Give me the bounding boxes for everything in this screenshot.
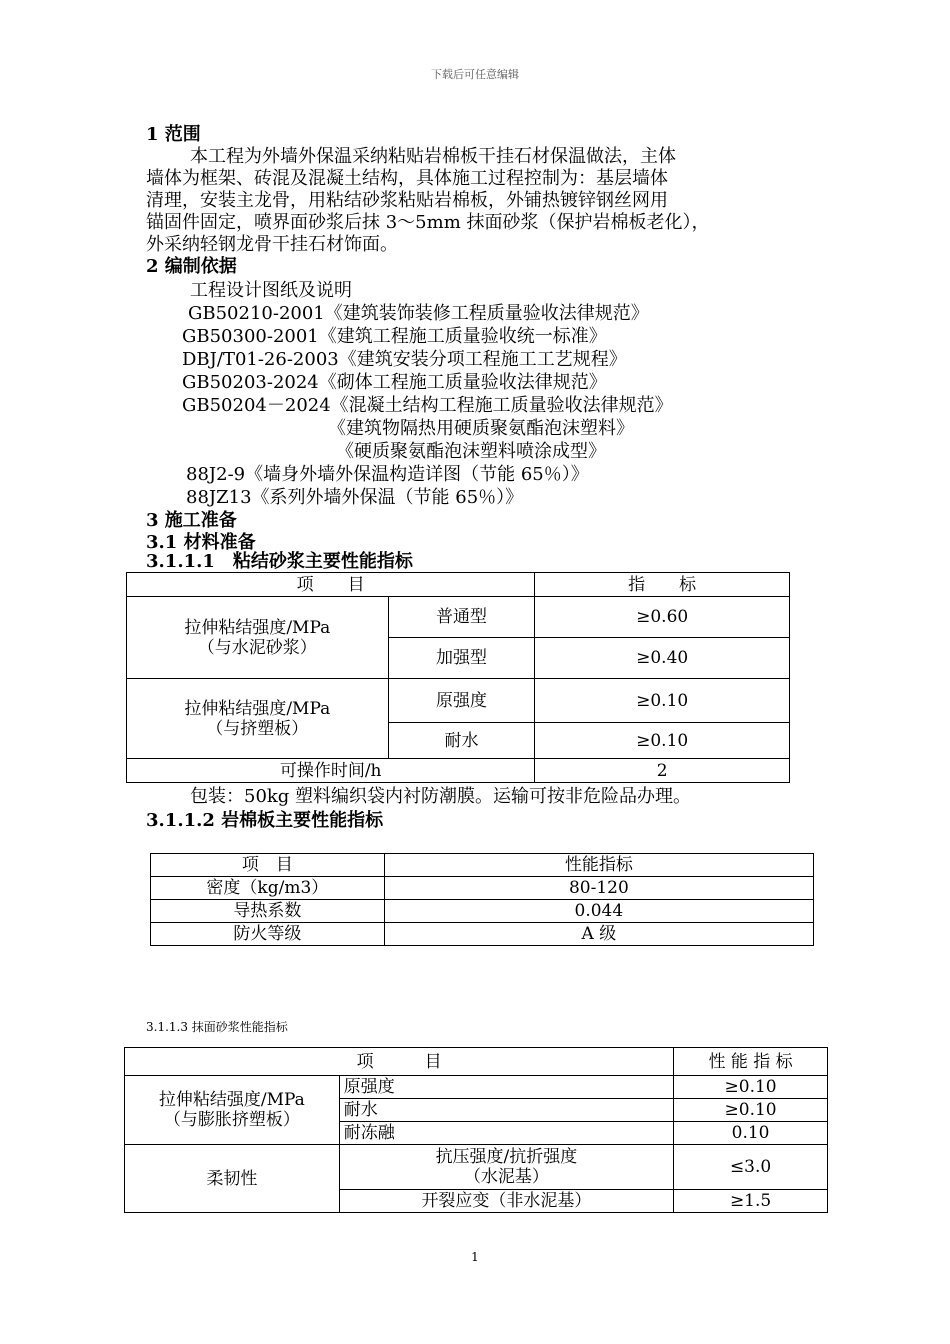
subsection-3-1-title: 3.1 材料准备 (146, 532, 256, 553)
table-row (151, 900, 814, 923)
sub-item-cell: 抗压强度/抗折强度 （水泥基） (339, 1145, 673, 1190)
table-row (127, 679, 790, 723)
value-cell: ≥1.5 (674, 1190, 828, 1213)
page-number: 1 (471, 1250, 479, 1264)
group-label: 拉伸粘结强度/MPa （与膨胀挤塑板） (125, 1076, 340, 1145)
paragraph-line: 墙体为框架、砖混及混凝土结构，具体施工过程控制为：基层墙体 (146, 168, 668, 189)
table-header-row (125, 1048, 828, 1076)
value-cell: 0.044 (384, 900, 813, 923)
table-header-row (151, 854, 814, 877)
value-cell: 2 (535, 759, 790, 783)
value-cell: ≥0.10 (674, 1099, 828, 1122)
table-1-title: 3.1.1.1 粘结砂浆主要性能指标 (146, 551, 413, 572)
value-cell: 80-120 (384, 877, 813, 900)
reference-item: GB50204－2024《混凝土结构工程施工质量验收法律规范》 (182, 395, 673, 416)
reference-item: GB50300-2001《建筑工程施工质量验收统一标准》 (182, 326, 607, 347)
table-row (125, 1076, 828, 1099)
type-cell: 耐水 (388, 723, 535, 759)
table-row (127, 759, 790, 783)
sub-item-cell: 原强度 (339, 1076, 673, 1099)
paragraph-line: 锚固件固定，喷界面砂浆后抹 3～5mm 抹面砂浆（保护岩棉板老化）， (146, 212, 710, 233)
value-cell: A 级 (384, 923, 813, 946)
reference-item: 88J2-9《墙身外墙外保温构造详图（节能 65％）》 (186, 464, 589, 485)
section-1-title: 1 范围 (146, 124, 201, 145)
group-label: 拉伸粘结强度/MPa （与水泥砂浆） (127, 597, 389, 679)
reference-item: GB50203-2024《砌体工程施工质量验收法律规范》 (182, 372, 607, 393)
paragraph-line: 外采纳轻钢龙骨干挂石材饰面。 (146, 234, 398, 255)
header-item: 项 目 (127, 573, 535, 597)
paragraph-line: 本工程为外墙外保温采纳粘贴岩棉板干挂石材保温做法，主体 (190, 146, 676, 167)
reference-item: 工程设计图纸及说明 (190, 280, 352, 301)
group-label: 拉伸粘结强度/MPa （与挤塑板） (127, 679, 389, 759)
item-cell: 导热系数 (151, 900, 385, 923)
rockwool-board-table (150, 853, 814, 946)
value-cell: ≥0.40 (535, 638, 790, 679)
reference-item: 《硬质聚氨酯泡沫塑料喷涂成型》 (336, 441, 606, 462)
table-row (125, 1145, 828, 1190)
reference-item: GB50210-2001《建筑装饰装修工程质量验收法律规范》 (188, 303, 649, 324)
finishing-mortar-table (124, 1047, 828, 1213)
bonding-mortar-table (126, 572, 790, 783)
item-cell: 防火等级 (151, 923, 385, 946)
type-cell: 加强型 (388, 638, 535, 679)
table-header-row (127, 573, 790, 597)
sub-item-cell: 开裂应变（非水泥基） (339, 1190, 673, 1213)
sub-item-cell: 耐水 (339, 1099, 673, 1122)
paragraph-line: 清理，安装主龙骨，用粘结砂浆粘贴岩棉板，外铺热镀锌钢丝网用 (146, 190, 668, 211)
table-2-title: 3.1.1.2 岩棉板主要性能指标 (146, 810, 384, 831)
group-label: 柔韧性 (125, 1145, 340, 1213)
table-row (151, 877, 814, 900)
value-cell: 0.10 (674, 1122, 828, 1145)
header-index: 性 能 指 标 (674, 1048, 828, 1076)
section-2-title: 2 编制依据 (146, 256, 237, 277)
reference-item: DBJ/T01-26-2003《建筑安装分项工程施工工艺规程》 (182, 349, 627, 370)
header-index: 指 标 (535, 573, 790, 597)
type-cell: 原强度 (388, 679, 535, 723)
item-cell: 密度（kg/m3） (151, 877, 385, 900)
value-cell: ≥0.10 (535, 723, 790, 759)
type-cell: 普通型 (388, 597, 535, 638)
sub-item-cell: 耐冻融 (339, 1122, 673, 1145)
value-cell: ≥0.10 (674, 1076, 828, 1099)
table-3-title: 3.1.1.3 抹面砂浆性能指标 (146, 1020, 288, 1034)
table-row (127, 597, 790, 638)
packing-note: 包装：50kg 塑料编织袋内衬防潮膜。运输可按非危险品办理。 (190, 786, 692, 807)
value-cell: ≥0.10 (535, 679, 790, 723)
reference-item: 88JZ13《系列外墙外保温（节能 65％）》 (186, 487, 524, 508)
value-cell: ≥0.60 (535, 597, 790, 638)
page-header: 下载后可任意编辑 (431, 68, 519, 81)
section-3-title: 3 施工准备 (146, 510, 237, 531)
reference-item: 《建筑物隔热用硬质聚氨酯泡沫塑料》 (328, 418, 634, 439)
value-cell: ≤3.0 (674, 1145, 828, 1190)
table-row (151, 923, 814, 946)
item-cell: 可操作时间/h (127, 759, 535, 783)
header-index: 性能指标 (384, 854, 813, 877)
header-item: 项 目 (151, 854, 385, 877)
header-item: 项 目 (125, 1048, 674, 1076)
